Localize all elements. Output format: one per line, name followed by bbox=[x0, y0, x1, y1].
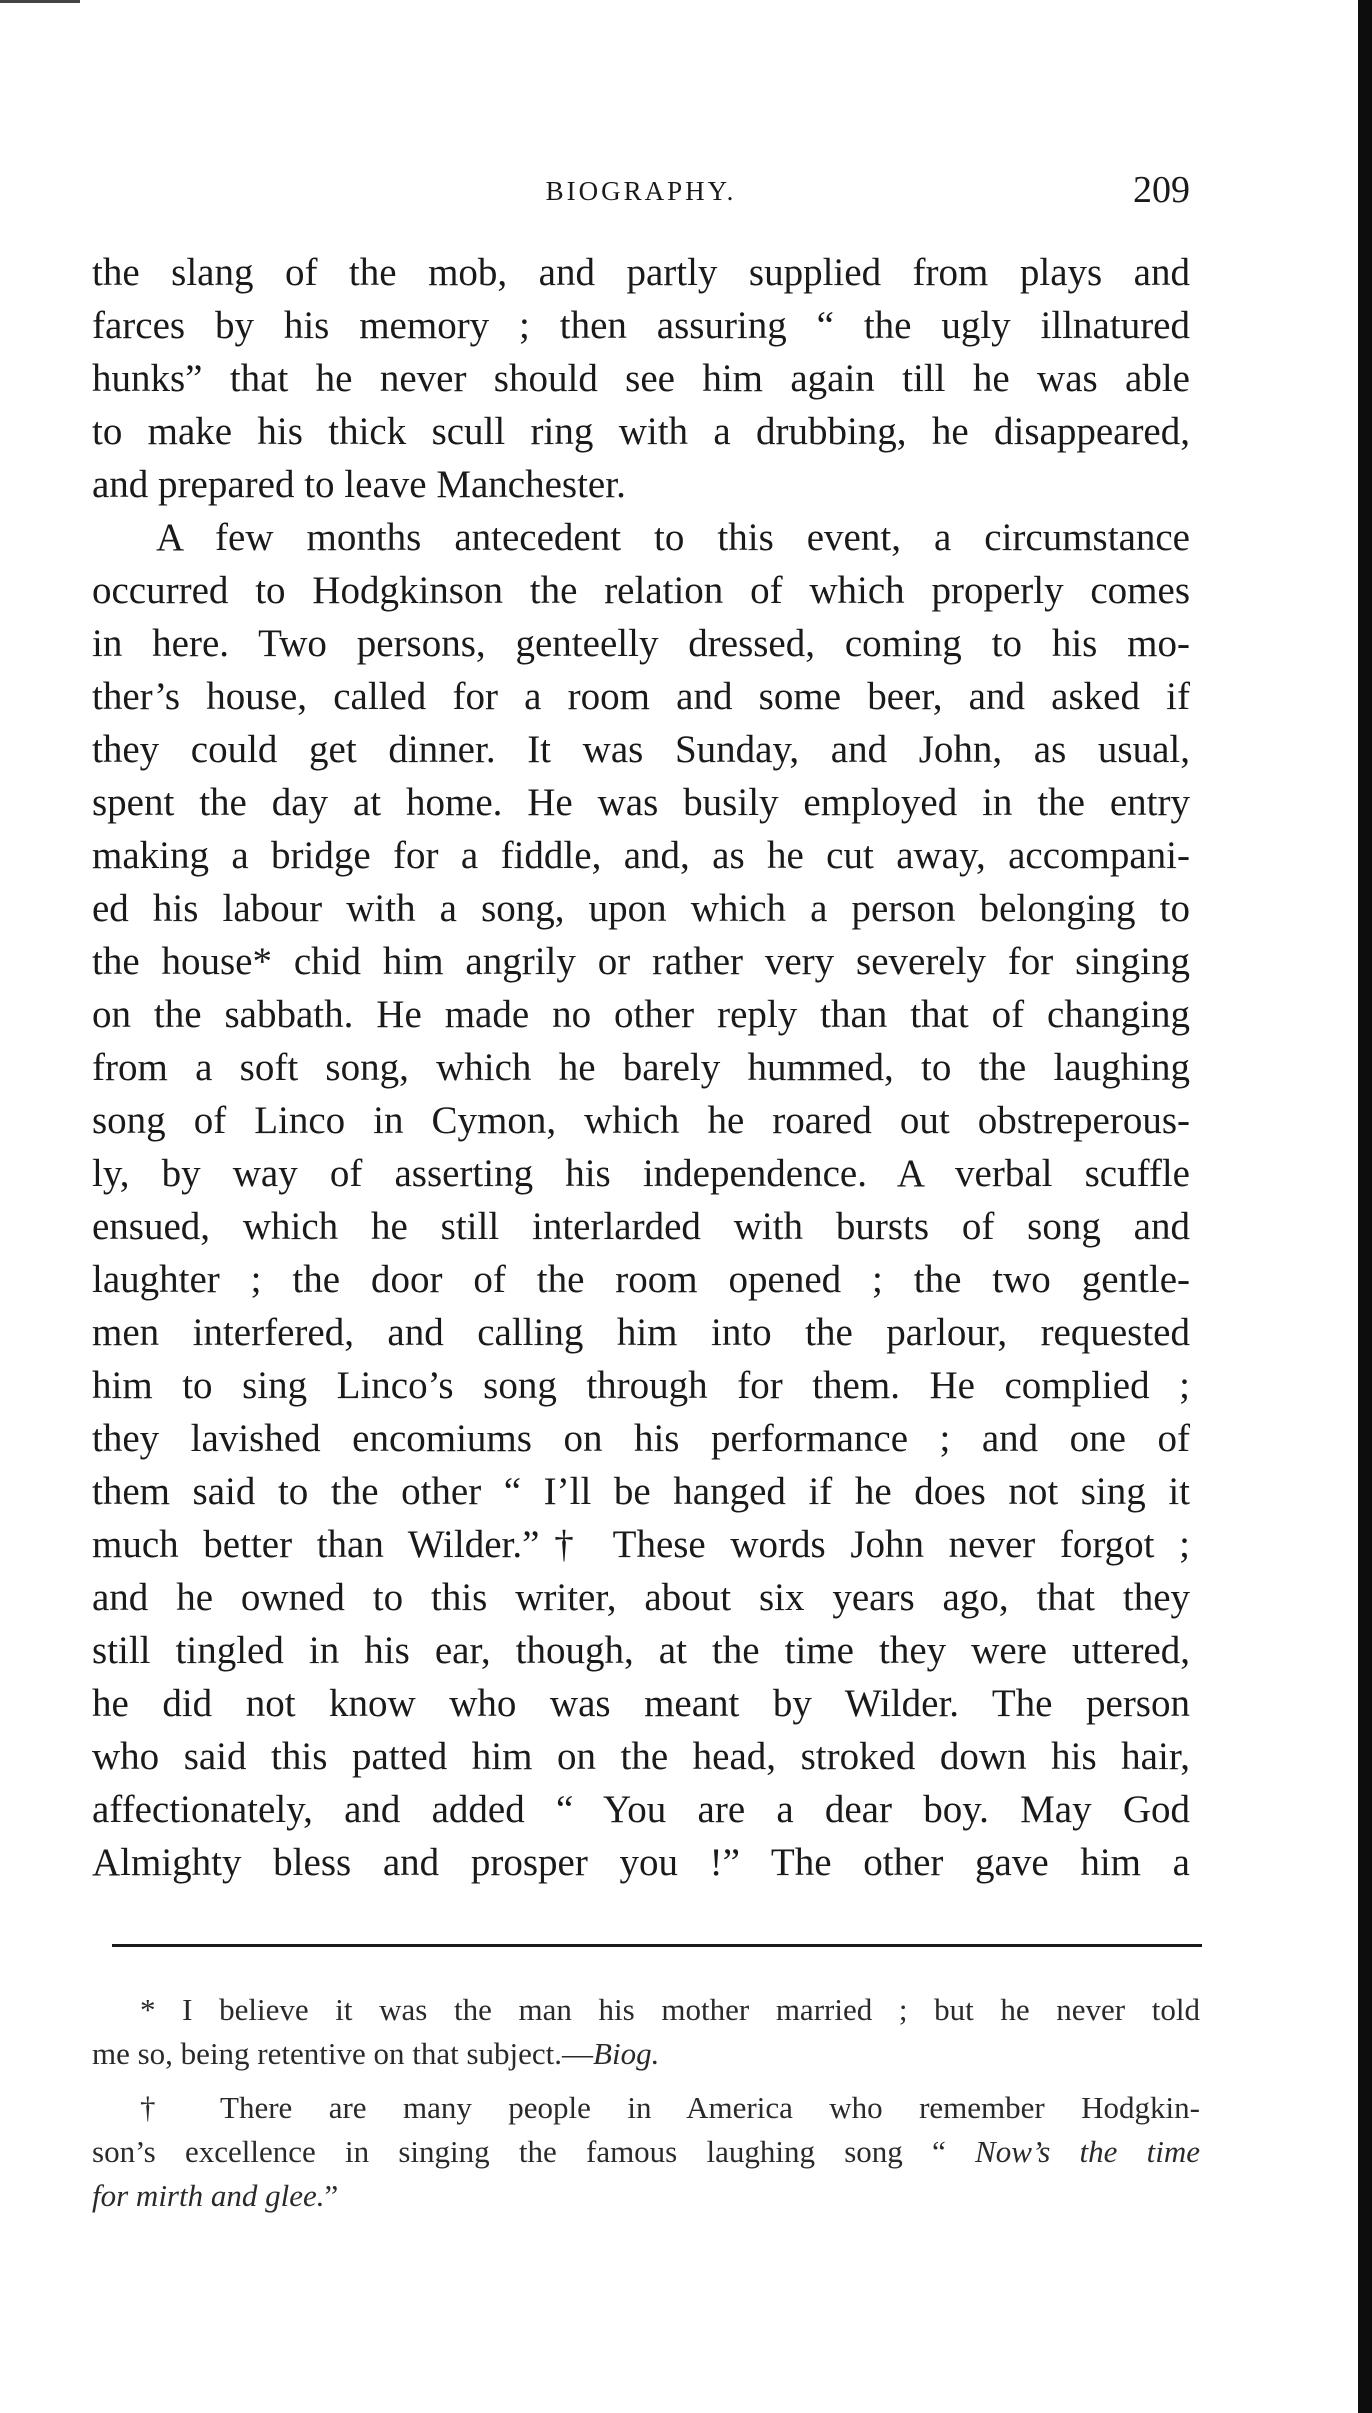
page-number: 209 bbox=[1133, 169, 1190, 211]
page-header bbox=[92, 168, 1190, 218]
text-line: who said this patted him on the head, stroked down his hair, bbox=[92, 1735, 1190, 1778]
text-line: ed his labour with a song, upon which a person belonging to bbox=[92, 887, 1190, 930]
text-line: hunks” that he never should see him again till he was able bbox=[92, 357, 1190, 400]
text-line: they could get dinner. It was Sunday, and John, as usual, bbox=[92, 728, 1190, 771]
text-line: from a soft song, which he barely hummed, to the laughing bbox=[92, 1046, 1190, 1089]
running-head: BIOGRAPHY. bbox=[545, 176, 737, 206]
text-line: farces by his memory ; then assuring “ the ugly illnatured bbox=[92, 304, 1190, 347]
page-edge-right bbox=[1358, 0, 1372, 2413]
text-line: song of Linco in Cymon, which he roared out obstreperous- bbox=[92, 1099, 1190, 1142]
text-line: still tingled in his ear, though, at the time they were uttered, bbox=[92, 1629, 1190, 1672]
footnote-signature: Biog. bbox=[593, 2036, 660, 2071]
text-line: the slang of the mob, and partly supplied from plays and bbox=[92, 251, 1190, 294]
footnote-text: son’s excellence in singing the famous laughing song “ bbox=[92, 2134, 976, 2169]
footnote-2 bbox=[92, 2086, 1200, 2218]
page-edge-top bbox=[0, 0, 80, 3]
footnotes bbox=[92, 1988, 1200, 2218]
text-line: they lavished encomiums on his performance ; and one of bbox=[92, 1417, 1190, 1460]
footnote-line bbox=[92, 2032, 1200, 2076]
text-line: ther’s house, called for a room and some beer, and asked if bbox=[92, 675, 1190, 718]
text-line: men interfered, and calling him into the parlour, requested bbox=[92, 1311, 1190, 1354]
footnote-gap bbox=[92, 2076, 1200, 2086]
text-line: ly, by way of asserting his independence. A verbal scuffle bbox=[92, 1152, 1190, 1195]
text-line: and prepared to leave Manchester. bbox=[92, 463, 626, 506]
text-line: them said to the other “ I’ll be hanged if he does not sing it bbox=[92, 1470, 1190, 1513]
footnote-song-title-end: for mirth and glee. bbox=[92, 2178, 325, 2213]
body-text bbox=[92, 246, 1190, 1889]
footnote-rule bbox=[112, 1944, 1202, 1947]
text-line: laughter ; the door of the room opened ; the two gentle- bbox=[92, 1258, 1190, 1301]
text-line: making a bridge for a fiddle, and, as he cut away, accompani- bbox=[92, 834, 1190, 877]
text-line: much better than Wilder.”† These words John never forgot ; bbox=[92, 1523, 1190, 1566]
text-line: and he owned to this writer, about six years ago, that they bbox=[92, 1576, 1190, 1619]
text-line: Almighty bless and prosper you !” The other gave him a bbox=[92, 1841, 1190, 1884]
footnote-line: † There are many people in America who remember Hodgkin- bbox=[140, 2090, 1200, 2125]
footnote-line bbox=[92, 2174, 1200, 2218]
text-line: affectionately, and added “ You are a dear boy. May God bbox=[92, 1788, 1190, 1831]
text-line: the house* chid him angrily or rather very severely for singing bbox=[92, 940, 1190, 983]
text-line: him to sing Linco’s song through for them. He complied ; bbox=[92, 1364, 1190, 1407]
footnote-line bbox=[92, 2130, 1200, 2174]
text-line: ensued, which he still interlarded with bursts of song and bbox=[92, 1205, 1190, 1248]
footnote-line: * I believe it was the man his mother married ; but he never told bbox=[140, 1992, 1200, 2027]
text-line: he did not know who was meant by Wilder. The person bbox=[92, 1682, 1190, 1725]
text-line: occurred to Hodgkinson the relation of which properly comes bbox=[92, 569, 1190, 612]
text-line: on the sabbath. He made no other reply than that of changing bbox=[92, 993, 1190, 1036]
text-line: A few months antecedent to this event, a circumstance bbox=[156, 516, 1190, 559]
text-line: to make his thick scull ring with a drubbing, he disappeared, bbox=[92, 410, 1190, 453]
text-line: spent the day at home. He was busily employed in the entry bbox=[92, 781, 1190, 824]
footnote-text: me so, being retentive on that subject.— bbox=[92, 2036, 594, 2071]
footnote-song-title: Now’s the time bbox=[975, 2134, 1200, 2169]
footnote-text: ” bbox=[324, 2178, 339, 2213]
footnote-1 bbox=[92, 1988, 1200, 2076]
text-line: in here. Two persons, genteelly dressed, coming to his mo- bbox=[92, 622, 1190, 665]
paragraph-1 bbox=[92, 246, 1190, 511]
paragraph-2 bbox=[92, 511, 1190, 1889]
